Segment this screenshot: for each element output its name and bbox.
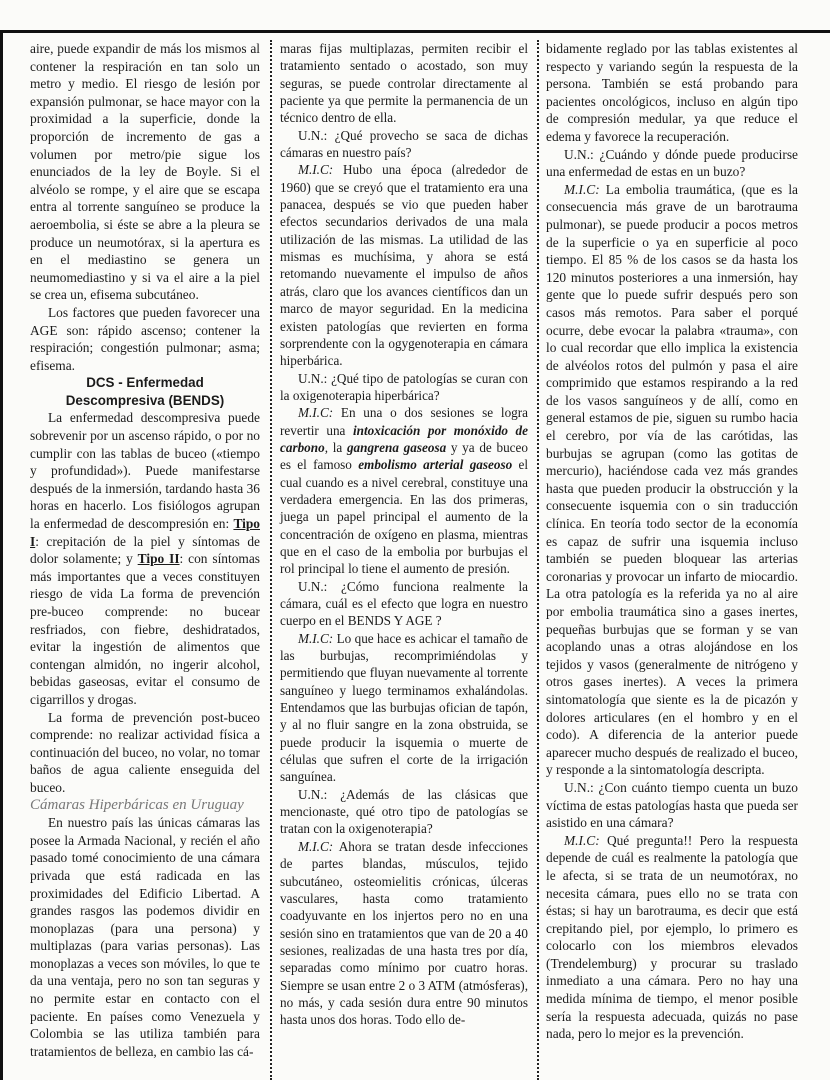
answer-text: Hubo una época (alrededor de 1960) que se creyó que el tratamiento era una panacea, después se vio que pueden haber efectos secundarios derivados de una mala utilización de las mismas. La utilidad de las mismas es muchísima, y ahora se está retomando nuevamente el impulso de años atrás, claro que los avances científicos dan un marco de mayor seguridad. En la medicina existen patologías que revierten en forma sorprendente con la ogygenoterapia en cámara hiperbárica. xyxy=(280,162,528,369)
interviewee-label: M.I.C: xyxy=(298,162,334,178)
interviewer-label: U.N.: xyxy=(298,786,328,802)
emphasis-text: gangrena gaseosa xyxy=(346,439,447,455)
interviewer-label: U.N.: xyxy=(298,578,328,594)
top-border-line xyxy=(0,30,830,33)
question-text: ¿Qué provecho se saca de dichas cámaras en nuestro país? xyxy=(280,127,528,161)
answer-text: , la xyxy=(324,439,347,455)
answer-text: Lo que hace es achicar el tamaño de las burbujas, recomprimiéndolas y permitiendo que fluyan nuevamente al torrente sanguíneo y luego terminamos exhalándolas. Entendamos que las burbujas ofician de tapón, y al no fluir sangre en la zona obstruida, se puede producir la isquemia o muerte de células que sufren el corte de la irrigación sanguínea. xyxy=(280,630,528,785)
interviewee-label: M.I.C: xyxy=(298,838,334,854)
answer-text: Qué pregunta!! Pero la respuesta depende de cuál es realmente la patología que le afecta, si se trata de un neumotórax, no necesita cámara, pues ello no se trata con éstas; si hay un barotrauma, es decir que está crepitando piel, por ejemplo, lo primero es colocarlo con los miembros elevados (Trendelemburg) y procurar su traslado inmediato a una cámara. Pero no hay una medida mínima de tiempo, el menor posible sería la respuesta adecuada, quizás no pase nada, pero lo mejor es la prevención. xyxy=(546,832,798,1042)
interview-question xyxy=(546,146,798,181)
question-text: ¿Además de las clásicas que mencionaste, qué otro tipo de patologías se tratan con la oxigenoterapia? xyxy=(280,786,528,837)
section-title: Cámaras Hiperbáricas en Uruguay xyxy=(30,796,244,813)
text-column-3 xyxy=(546,40,798,1043)
emphasis-text: embolismo arterial gaseoso xyxy=(358,457,513,473)
interviewer-label: U.N.: xyxy=(298,127,328,143)
paragraph: maras fijas multiplazas, permiten recibir el tratamiento sentado o acostado, son muy seguras, se puede controlar directamente al paciente ya que permite la permanencia de un técnico dentro de ella. xyxy=(280,41,528,126)
interview-answer xyxy=(280,630,528,786)
interview-question xyxy=(280,370,528,405)
interview-answer xyxy=(546,181,798,779)
text-column-1 xyxy=(30,40,260,1060)
interview-question xyxy=(280,578,528,630)
interviewer-label: U.N.: xyxy=(564,779,594,795)
left-border-line xyxy=(0,30,3,1080)
emphasis-text: intoxicación por monóxido de carbono xyxy=(280,422,528,455)
interviewee-label: M.I.C: xyxy=(564,832,600,848)
paragraph xyxy=(30,409,260,708)
answer-text: La embolia traumática, (que es la consecuencia más grave de un barotrauma pulmonar), se puede producir a pocos metros de la superficie o ya en superficie al poco tiempo. El 85 % de los casos se da hasta los 120 minutos posteriores a una inmersión, hay gente que lo puede sufrir después pero son casos más remotos. Para saber el porqué ocurre, debe evocar la palabra «trauma», con lo cual recordar que ello implica la existencia de alvéolos rotos del pulmón y pasa el aire comprimido que estamos respirando a la red de los vasos sanguíneos y de allí, como en general estamos de pie, siguen su rumbo hacia el cerebro, por vía de las carótidas, las burbujas se agrupan (como las gotitas de mercurio), haciéndose cada vez más grandes hasta que pueden producir la obstrucción y la consecuente isquemia con o sin traducción clínica. En teoría todo sector de la economía es capaz de sufrir una isquemia incluso también se pueden bloquear las arterias coronarias y provocar un infarto de miocardio. La otra patología es la referida ya no al aire por embolia traumática sino a gases inertes, pequeñas burbujas que se forman y se van acoplando unas a otras alojándose en los tejidos y vasos (generalmente de nitrógeno y otros gases inertes). A veces la primera sintomatología que siente es la de picazón y dolores articulares (en el hombro y en el codo). A diferencia de la anterior puede aparecer mucho después de realizado el buceo, y responde a la sintomatología descripta. xyxy=(546,181,798,778)
question-text: ¿Qué tipo de patologías se curan con la oxigenoterapia hiperbárica? xyxy=(280,370,528,403)
text-span: : crepitación de la piel y síntomas de dolor solamente; y xyxy=(30,533,260,567)
interviewee-label: M.I.C: xyxy=(564,181,600,197)
paragraph: bidamente reglado por las tablas existentes al respecto y variando según la respuesta de la persona. También se está probando para pacientes oncológicos, incluso en algún tipo de compresión medular, ya que reduce el edema y favorece la recuperación. xyxy=(546,41,798,144)
answer-text: el cual cuando es a nivel cerebral, constituye una verdadera emergencia. En las dos primeras, juega un papel principal el aumento de la concentración de oxígeno en plasma, mientras que en el caso de la embolia por burbujas el rol principal lo tiene el aumento de presión. xyxy=(280,457,528,577)
section-heading: DCS - Enfermedad Descompresiva (BENDS) xyxy=(65,375,225,408)
paragraph: La forma de prevención post-buceo comprende: no realizar actividad física a continuación del buceo, no volar, no tomar baños de agua caliente enseguida del buceo. xyxy=(30,709,260,795)
question-text: ¿Con cuánto tiempo cuenta un buzo víctima de estas patologías hasta que pueda ser asistido en una cámara? xyxy=(546,779,798,831)
answer-text: Ahora se tratan desde infecciones de partes blandas, músculos, tejido subcutáneo, osteomielitis crónicas, úlceras vasculares, hasta como tratamiento coadyuvante en los injertos pero no en una sesión sino en tratamientos que van de 20 a 40 sesiones, realizadas de una hasta tres por día, separadas como mínimo por cuatro horas. Siempre se usan entre 2 o 3 ATM (atmósferas), no más, y cada sesión dura entre 90 minutos hasta unos dos horas. Todo ello de- xyxy=(280,838,528,1028)
interviewee-label: M.I.C: xyxy=(298,405,334,421)
interview-answer xyxy=(280,838,528,1029)
question-text: ¿Cómo funciona realmente la cámara, cuál es el efecto que logra en nuestro cuerpo en el BENDS Y AGE ? xyxy=(280,578,528,629)
interview-answer xyxy=(280,161,528,369)
interviewer-label: U.N.: xyxy=(564,146,594,162)
tipo-1-label: Tipo I xyxy=(30,516,260,549)
interviewee-label: M.I.C: xyxy=(298,630,334,646)
interview-answer xyxy=(280,404,528,577)
interview-question xyxy=(546,779,798,832)
column-separator xyxy=(537,40,539,1080)
paragraph: En nuestro país las únicas cámaras las posee la Armada Nacional, y recién el año pasado tomé conocimiento de una cámara privada que está radicada en las proximidades del Edificio Libertad. A grandes rasgos las podemos dividir en monoplazas (para una persona) y multiplazas (para varias personas). Las monoplazas a veces son móviles, lo que te da una ventaja, pero no son tan seguras y no permite estar en contacto con el paciente. En países como Venezuela y Colombia se las utiliza también para tratamientos de belleza, en cambio las cá- xyxy=(30,815,260,1059)
text-span: : con síntomas más importantes que a veces constituyen riesgo de vida La forma de prevención pre-buceo comprende: no bucear resfriados, con fiebre, deshidratados, evitar la ingestión de alimentos que contengan almidón, no ingerir alcohol, bebidas gaseosas, evitar el consumo de cigarrillos y drogas. xyxy=(30,551,260,707)
interviewer-label: U.N.: xyxy=(298,370,328,386)
interview-answer xyxy=(546,832,798,1043)
interview-question xyxy=(280,127,528,162)
answer-text: y ya de buceo es el famoso xyxy=(280,439,528,473)
interview-question xyxy=(280,786,528,838)
text-column-2 xyxy=(280,40,528,1029)
tipo-2-label: Tipo II xyxy=(137,551,180,567)
paragraph: aire, puede expandir de más los mismos al contener la respiración en tan solo un metro y medio. El riesgo de lesión por expansión pulmonar, se hace mayor con la proximidad a la superficie, donde la proporción de incremento de gas a volumen por metro/pie sigue los enunciados de la ley de Boyle. Si el alvéolo se rompe, y el aire que se escapa entra al torrente sanguíneo se produce la aeroembolia, si éste se abre a la pleura se produce un neumotórax, si la apertura es en el mediastino se genera un neumomediastino y si va el aire a la piel se crea un, efisema subcutáneo. xyxy=(30,41,260,303)
paragraph: Los factores que pueden favorecer una AGE son: rápido ascenso; contener la respiración; congestión pulmonar; asma; efisema. xyxy=(30,304,260,373)
column-separator xyxy=(270,40,272,1080)
answer-text: En una o dos sesiones se logra revertir una xyxy=(280,405,528,438)
text-span: La enfermedad descompresiva puede sobrevenir por un ascenso rápido, o por no cumplir con las tablas de buceo («tiempo y profundidad»). Puede manifestarse después de la inmersión, tardando hasta 36 horas en hacerlo. Los fisiólogos agrupan la enfermedad de descompresión en: xyxy=(30,410,260,532)
question-text: ¿Cuándo y dónde puede producirse una enfermedad de estas en un buzo? xyxy=(546,146,798,180)
